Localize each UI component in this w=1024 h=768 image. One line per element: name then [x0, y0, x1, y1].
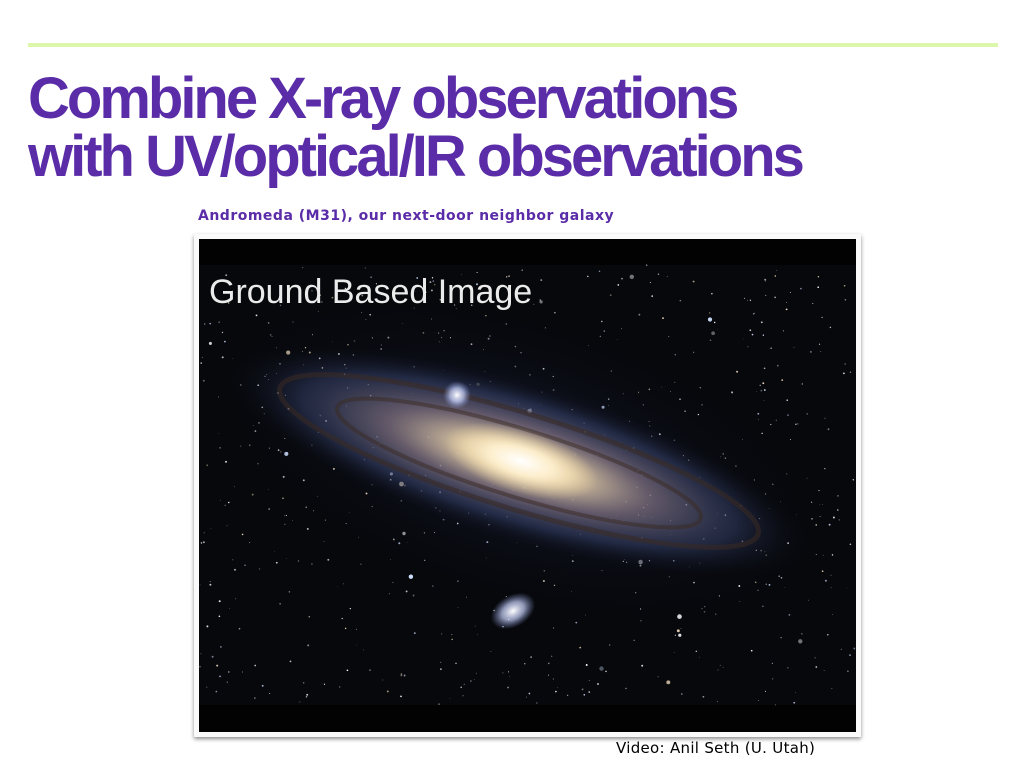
video-frame[interactable] — [194, 234, 861, 737]
title-line-1: Combine X-ray observations — [28, 66, 737, 131]
slide-title — [28, 66, 802, 189]
video-credit: Video: Anil Seth (U. Utah) — [616, 739, 816, 757]
andromeda-image — [199, 239, 856, 732]
title-line-2: with UV/optical/IR observations — [28, 124, 802, 189]
overlay-text: Ground Based Image — [209, 273, 533, 311]
top-divider — [28, 43, 998, 47]
image-caption: Andromeda (M31), our next-door neighbor galaxy — [198, 208, 615, 224]
